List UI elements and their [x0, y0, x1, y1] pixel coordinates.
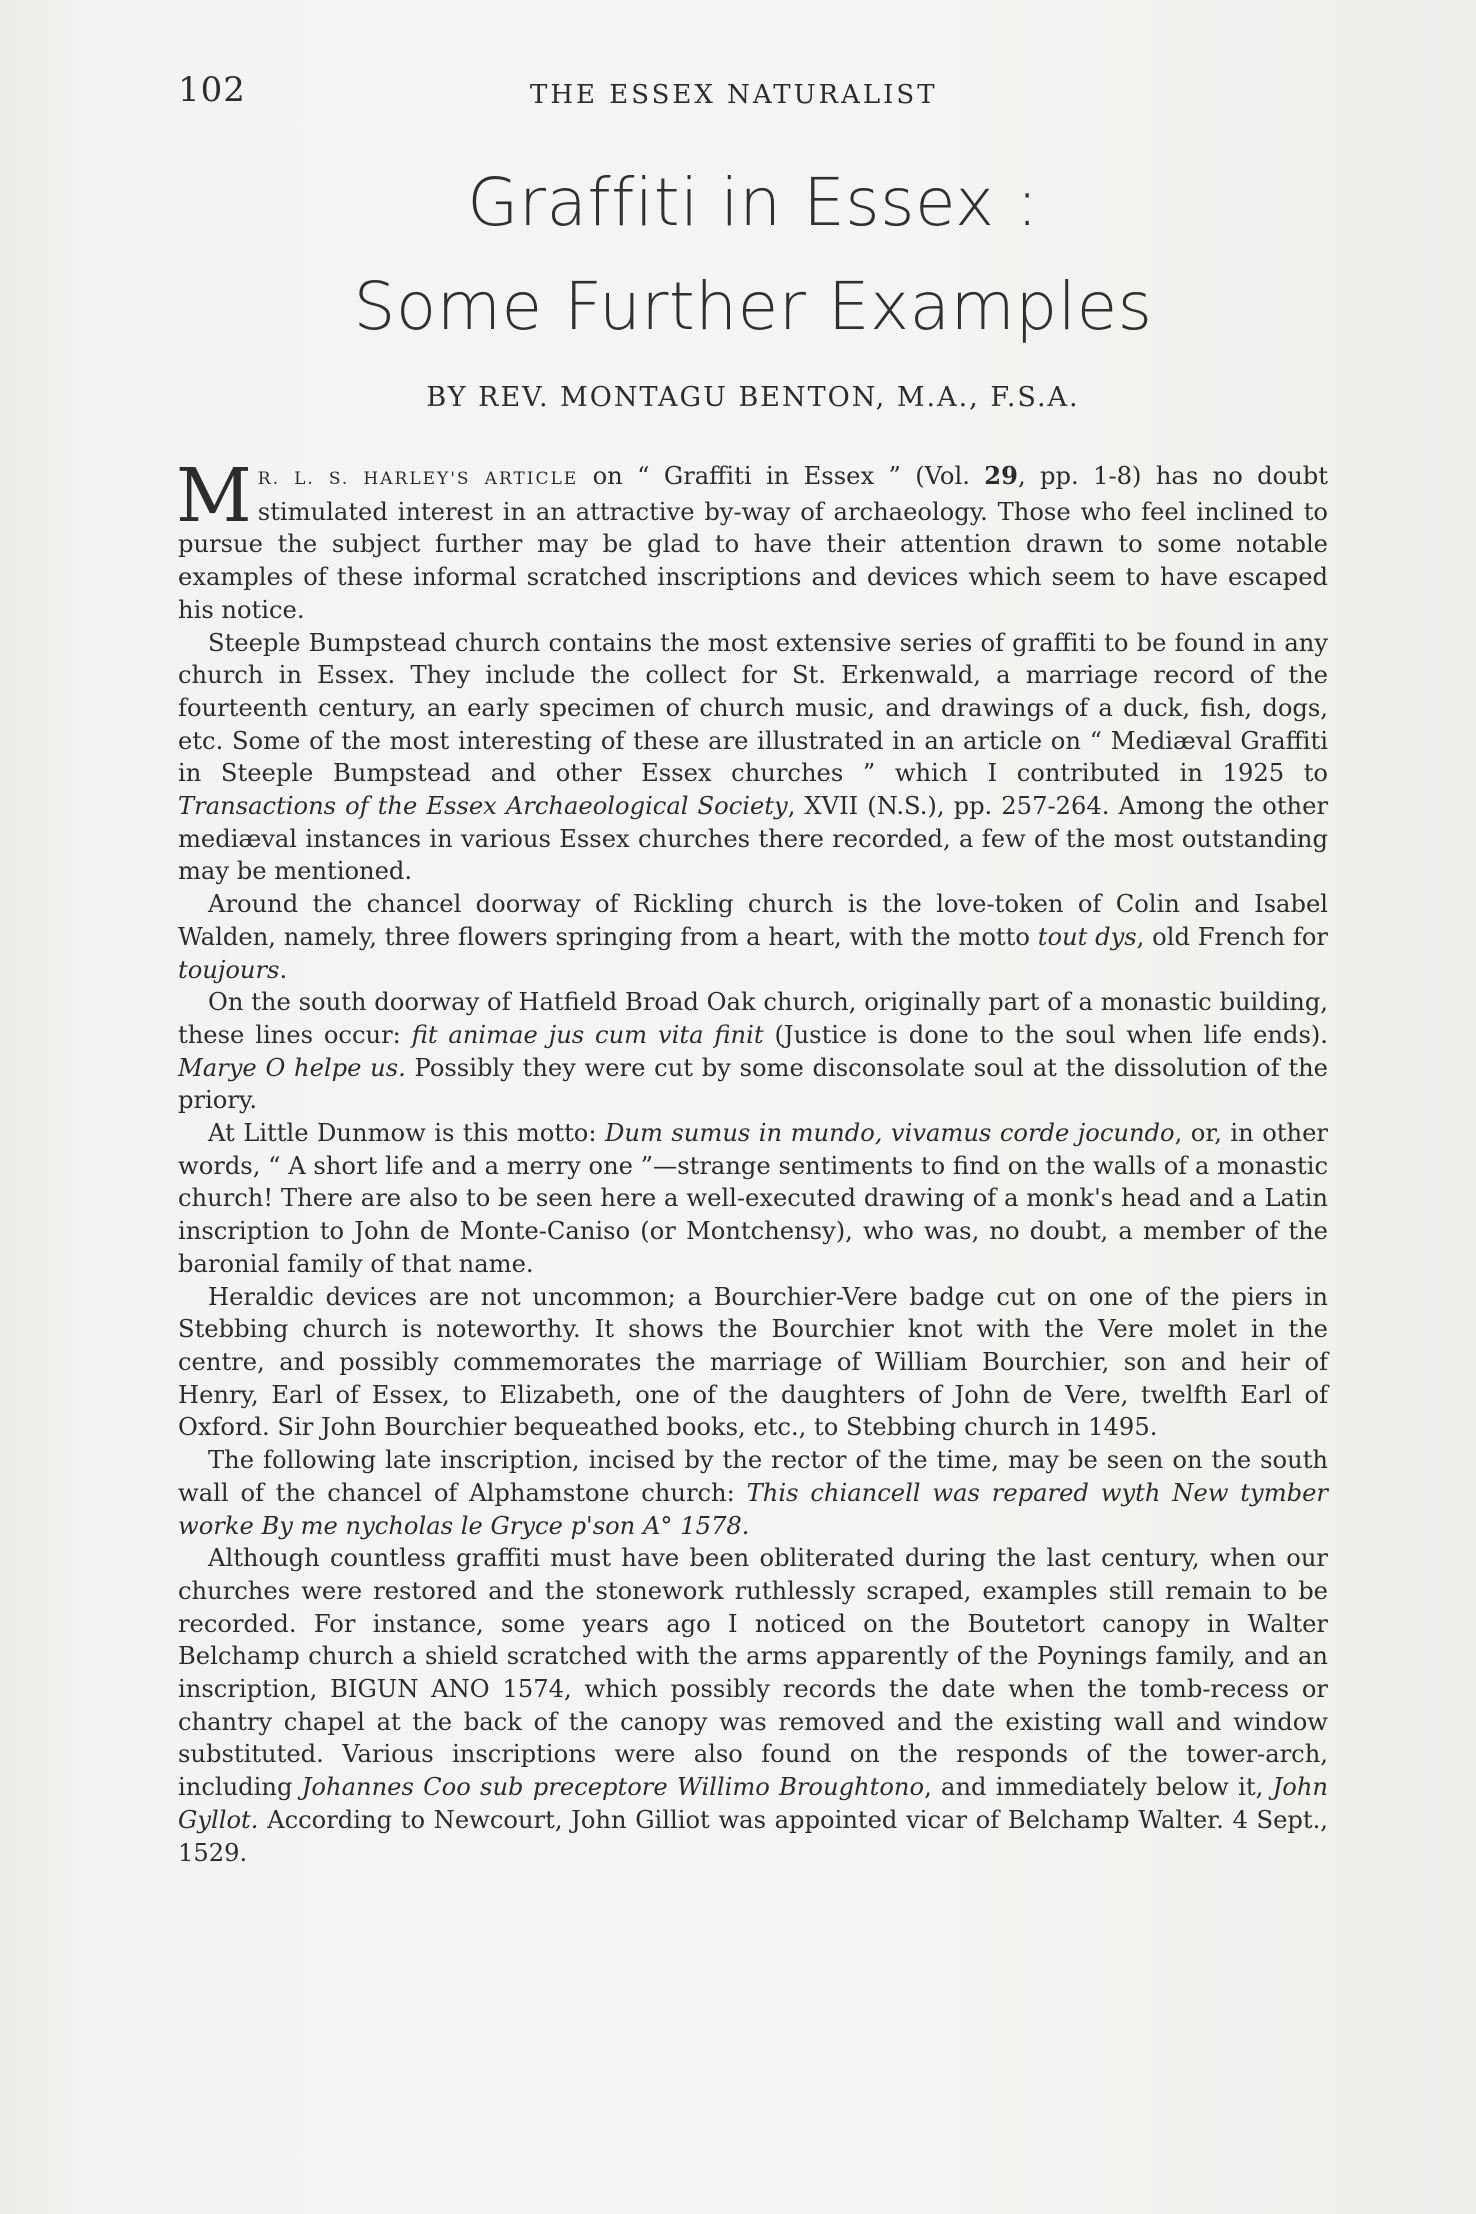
italic-text: Transactions of the Essex Archaeological Society: [178, 792, 788, 821]
small-caps-lead: R. L. S. HARLEY'S ARTICLE: [257, 469, 579, 489]
paragraph-text: At Little Dunmow is this motto:: [208, 1119, 605, 1148]
paragraph: [178, 627, 1328, 889]
page-header: [178, 70, 1328, 120]
drop-cap: M: [176, 453, 252, 539]
paragraph-text: (Justice is done to the soul when life ends).: [763, 1020, 1328, 1049]
page-number: 102: [178, 70, 246, 110]
italic-text: tout dys: [1037, 922, 1137, 951]
italic-text: Dum sumus in mundo, vivamus corde jocundo: [605, 1119, 1175, 1148]
paragraph-text: , XVII (N.S.), pp. 257-264. Among the other mediæval instances in various Essex churches there recorded, a few of the most outstanding may be mentioned.: [178, 792, 1329, 886]
italic-text: Marye O helpe us.: [178, 1053, 406, 1082]
paragraph-text: Steeple Bumpstead church contains the most extensive series of graffiti to be found in any church in Essex. They include the collect for St. Erkenwald, a marriage record of the fourteenth century, an early specimen of church music, and drawings of a duck, fish, dogs, etc. Some of the most interesting of these are illustrated in an article on “ Mediæval Graffiti in Steeple Bumpstead and other Essex churches ” which I contributed in 1925 to: [178, 628, 1328, 788]
paragraph-text: , pp. 1-8) has no doubt stimulated interest in an attractive by-way of archaeology. Those who feel inclined to pursue the subject further may be glad to have their attention drawn to some notable examples of these informal scratched inscriptions and devices which seem to have escaped his notice.: [178, 462, 1328, 624]
paragraph-text: on “ Graffiti in Essex ” (Vol.: [578, 462, 985, 490]
paragraph-text: According to Newcourt, John Gilliot was appointed vicar of Belchamp Walter. 4 Sept., 1529.: [178, 1805, 1328, 1867]
paragraph-text: .: [279, 955, 288, 984]
paragraph-text: , old French for: [1136, 922, 1328, 951]
paragraph: [176, 453, 1328, 627]
italic-text: fit animae jus cum vita finit: [411, 1020, 764, 1049]
italic-text: This chiancell was repared wyth New tymber worke By me nycholas le Gryce p'son A° 1578.: [178, 1478, 1328, 1540]
paragraph-text: On the south doorway of Hatfield Broad Oak church, originally part of a monastic building, these lines occur:: [178, 988, 1328, 1049]
paragraph-text: Around the chancel doorway of Rickling church is the love-token of Colin and Isabel Walden, namely, three flowers springing from a heart, with the motto: [178, 890, 1328, 951]
article-body: [176, 453, 1329, 1869]
italic-text: toujours: [178, 955, 280, 984]
paragraph: [178, 1444, 1328, 1542]
italic-text: Johannes Coo sub preceptore Willimo Broughtono: [301, 1773, 925, 1802]
article-title-line1: Graffiti in Essex :: [467, 164, 1039, 241]
paragraph-text: Heraldic devices are not uncommon; a Bourchier-Vere badge cut on one of the piers in Stebbing church is noteworthy. It shows the Bourchier knot with the Vere molet in the centre, and possibly commemorates the marriage of William Bourchier, son and heir of Henry, Earl of Essex, to Elizabeth, one of the daughters of John de Vere, twelfth Earl of Oxford. Sir John Bourchier bequeathed books, etc., to Stebbing church in 1495.: [178, 1282, 1328, 1442]
paragraph: [178, 986, 1328, 1117]
paragraph-text: The following late inscription, incised by the rector of the time, may be seen on the south wall of the chancel of Alphamstone church:: [178, 1446, 1328, 1507]
running-head: THE ESSEX NATURALIST: [530, 80, 938, 110]
article-title-line2: Some Further Examples: [353, 268, 1153, 345]
paragraph: [178, 1281, 1328, 1445]
paragraph: [178, 888, 1328, 986]
paragraph: [178, 1117, 1328, 1281]
paragraph-text: , and immediately below it,: [924, 1773, 1273, 1802]
paragraph-text: Although countless graffiti must have been obliterated during the last century, when our churches were restored and the stonework ruthlessly scraped, examples still remain to be recorded. For instance, some years ago I noticed on the Boutetort canopy in Walter Belchamp church a shield scratched with the arms apparently of the Poynings family, and an inscription, BIGUN ANO 1574, which possibly records the date when the tomb-recess or chantry chapel at the back of the canopy was removed and the existing wall and window substituted. Various inscriptions were also found on the responds of the tower-arch, including: [178, 1544, 1328, 1802]
paragraph-text: Possibly they were cut by some disconsolate soul at the dissolution of the priory.: [178, 1053, 1328, 1115]
italic-text: John Gyllot.: [178, 1773, 1328, 1834]
paragraph: [178, 1542, 1328, 1869]
paragraph-text: , or, in other words, “ A short life and a merry one ”—strange sentiments to find on the walls of a monastic church! There are also to be seen here a well-executed drawing of a monk's head and a Latin inscription to John de Monte-Caniso (or Montchensy), who was, no doubt, a member of the baronial family of that name.: [178, 1119, 1328, 1278]
byline: BY REV. MONTAGU BENTON, M.A., F.S.A.: [426, 382, 1080, 413]
volume-number: 29: [984, 461, 1018, 490]
